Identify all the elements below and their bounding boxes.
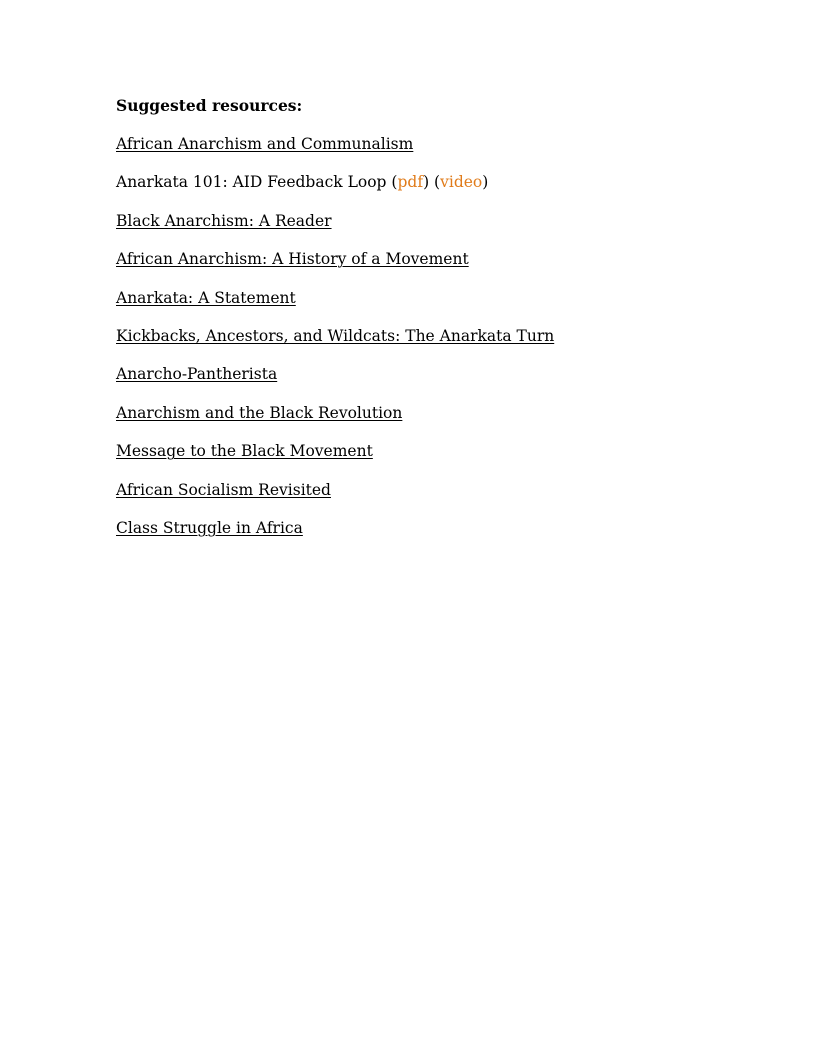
list-item [116, 401, 716, 425]
resource-link-message-black-movement[interactable]: Message to the Black Movement [116, 442, 373, 461]
list-item [116, 478, 716, 502]
section-heading: Suggested resources: [116, 96, 303, 115]
resource-link-african-anarchism-history[interactable]: African Anarchism: A History of a Movement [116, 250, 469, 269]
resource-link-african-anarchism-communalism[interactable]: African Anarchism and Communalism [116, 135, 414, 153]
paren-open: ( [391, 173, 398, 192]
paren-open: ( [434, 173, 441, 192]
resource-link-kickbacks-ancestors-wildcats[interactable]: Kickbacks, Ancestors, and Wildcats: The Anarkata Turn [116, 326, 555, 345]
resource-link-black-anarchism-reader[interactable]: Black Anarchism: A Reader [116, 211, 332, 230]
resource-link-anarcho-pantherista[interactable]: Anarcho-Pantherista [116, 365, 278, 384]
video-link[interactable]: video [440, 173, 483, 192]
list-item [116, 170, 716, 194]
list-item [116, 362, 716, 386]
list-item [116, 132, 716, 156]
list-item [116, 324, 716, 348]
resource-title-anarkata-101: Anarkata 101: AID Feedback Loop [116, 173, 392, 192]
list-item [116, 209, 716, 233]
list-item [116, 247, 716, 271]
list-item [116, 516, 716, 540]
resource-link-anarchism-black-revolution[interactable]: Anarchism and the Black Revolution [116, 403, 403, 422]
list-item [116, 286, 716, 310]
resource-link-class-struggle-africa[interactable]: Class Struggle in Africa [116, 518, 303, 537]
paren-close: ) [423, 173, 435, 192]
resource-list [116, 132, 716, 540]
document-page [116, 94, 716, 554]
list-item [116, 439, 716, 463]
resource-link-anarkata-statement[interactable]: Anarkata: A Statement [116, 288, 296, 307]
pdf-link[interactable]: pdf [397, 173, 424, 192]
paren-close: ) [482, 173, 489, 192]
resource-link-african-socialism-revisited[interactable]: African Socialism Revisited [116, 480, 331, 499]
